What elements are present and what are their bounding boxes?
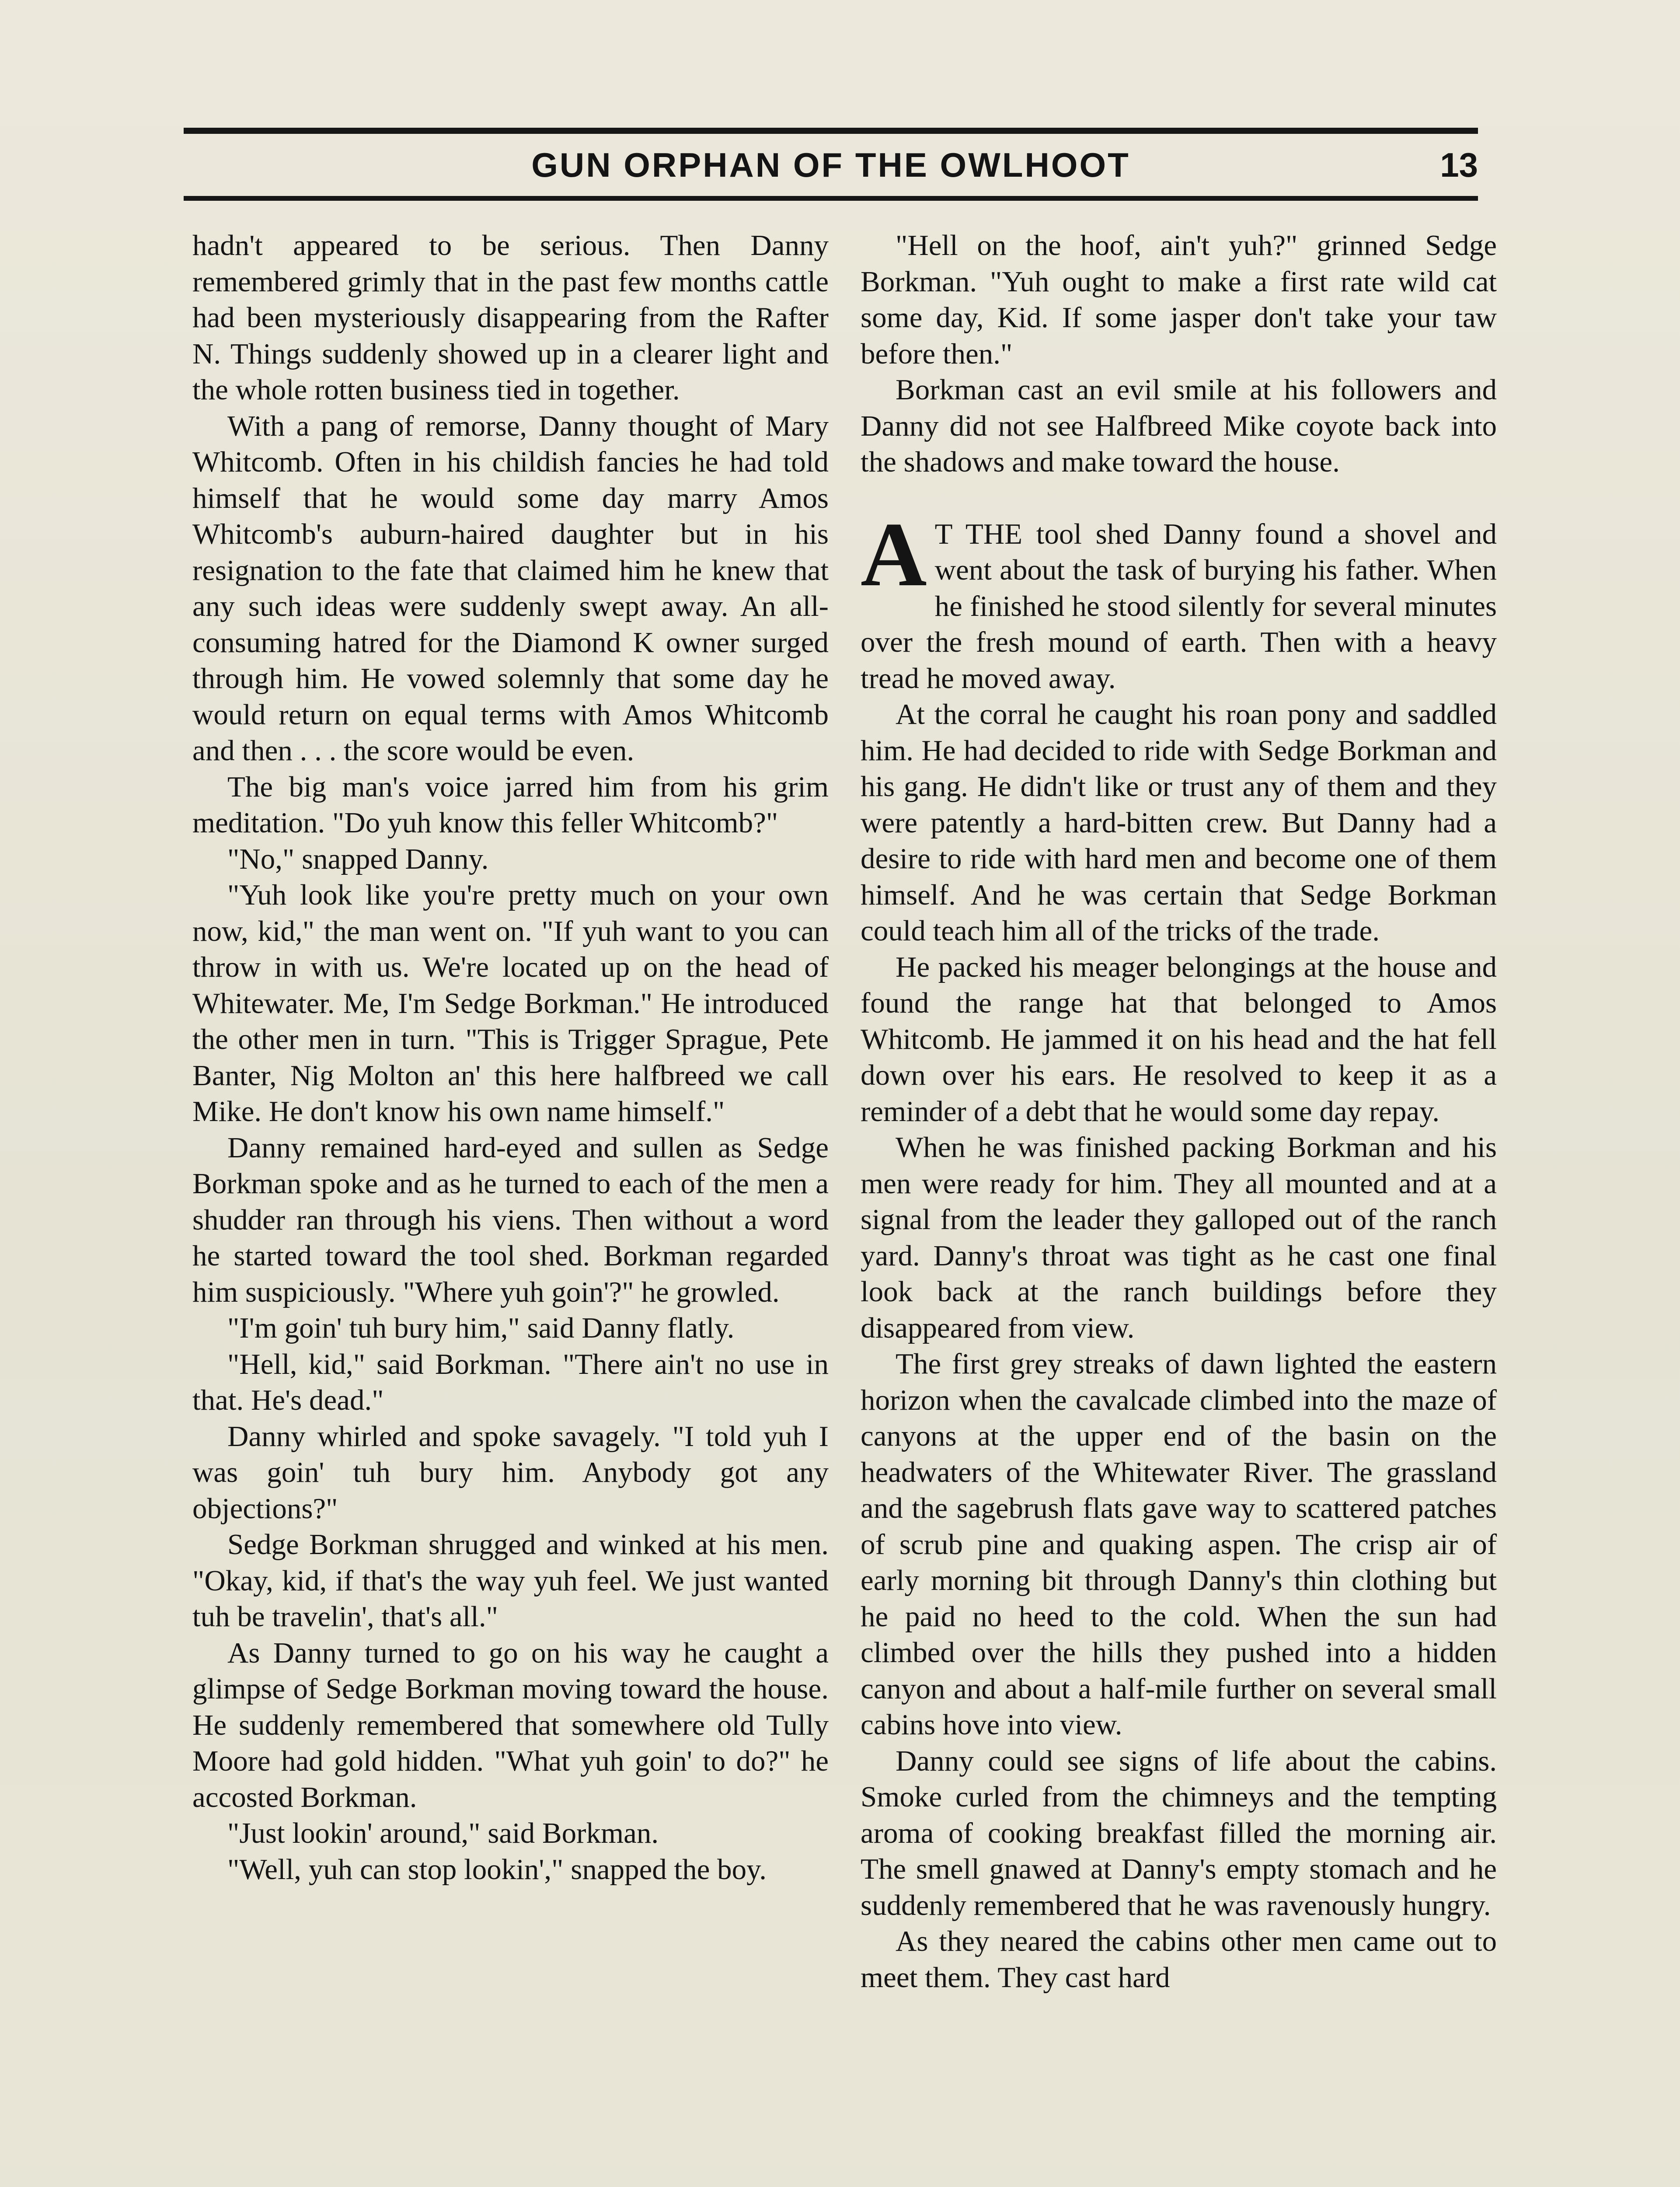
paragraph: "Hell on the hoof, ain't yuh?" grinned Sedge Borkman. "Yuh ought to make a first rate wild cat some day, Kid. If some jasper don't take your taw before then." — [861, 229, 1497, 370]
paragraph: "No," snapped Danny. — [227, 842, 489, 875]
paragraph: Danny remained hard-eyed and sullen as Sedge Borkman spoke and as he turned to each of the men a shudder ran through his viens. Then without a word he started toward the tool shed. Borkman regarded him suspiciously. "Where yuh goin'?" he growled. — [192, 1131, 829, 1308]
paragraph: Borkman cast an evil smile at his followers and Danny did not see Halfbreed Mike coyote back into the shadows and make toward the house. — [861, 374, 1497, 478]
right-column — [861, 227, 1497, 1995]
paragraph: At the corral he caught his roan pony and saddled him. He had decided to ride with Sedge Borkman and his gang. He didn't like or trust any of them and they were patently a hard-bitten crew. But Danny had a desire to ride with hard men and become one of them himself. And he was certain that Sedge Borkman could teach him all of the tricks of the trade. — [861, 698, 1497, 947]
paragraph: When he was finished packing Borkman and his men were ready for him. They all mounted and at a signal from the leader they galloped out of the ranch yard. Danny's throat was tight as he cast one final look back at the ranch buildings before they disappeared from view. — [861, 1131, 1497, 1344]
paragraph: hadn't appeared to be serious. Then Danny remembered grimly that in the past few months cattle had been mysteriously disappearing from the Rafter N. Things suddenly showed up in a clearer light and the whole rotten business tied in together. — [192, 229, 829, 406]
paragraph: The first grey streaks of dawn lighted the eastern horizon when the cavalcade climbed into the maze of canyons at the upper end of the basin on the headwaters of the Whitewater River. The grassland and the sagebrush flats gave way to scattered patches of scrub pine and quaking aspen. The crisp air of early morning bit through Danny's thin clothing but he paid no heed to the cold. When the sun had climbed over the hills they pushed into a hidden canyon and about a half-mile further on several small cabins hove into view. — [861, 1348, 1497, 1741]
paragraph: As they neared the cabins other men came out to meet them. They cast hard — [861, 1925, 1497, 1994]
running-title: GUN ORPHAN OF THE OWLHOOT — [531, 146, 1130, 184]
paragraph: "Hell, kid," said Borkman. "There ain't no use in that. He's dead." — [192, 1348, 829, 1416]
paragraph: Sedge Borkman shrugged and winked at his men. "Okay, kid, if that's the way yuh feel. We just wanted tuh be travelin', that's all." — [192, 1528, 829, 1633]
paragraph: He packed his meager belongings at the house and found the range hat that belonged to Amos Whitcomb. He jammed it on his head and the hat fell down over his ears. He resolved to keep it as a reminder of a debt that he would some day repay. — [861, 950, 1497, 1128]
drop-cap: A — [861, 503, 927, 605]
section-opening-text: T THE tool shed Danny found a shovel and went about the task of burying his father. When he finished he stood silently for several minutes over the fresh mound of earth. Then with a heavy tread he moved away. — [861, 517, 1497, 695]
left-column — [192, 227, 829, 1887]
paragraph: "Just lookin' around," said Borkman. — [227, 1817, 659, 1849]
paragraph: "Well, yuh can stop lookin'," snapped the boy. — [227, 1853, 767, 1886]
header-rule-top — [184, 128, 1478, 134]
section-opening-paragraph — [861, 503, 1497, 697]
page-number: 13 — [1440, 146, 1478, 184]
paragraph: "I'm goin' tuh bury him," said Danny flatly. — [227, 1312, 735, 1344]
paragraph: "Yuh look like you're pretty much on your own now, kid," the man went on. "If yuh want to you can throw in with us. We're located up on the head of Whitewater. Me, I'm Sedge Borkman." He introduced the other men in turn. "This is Trigger Sprague, Pete Banter, Nig Molton an' this here halfbreed we call Mike. He don't know his own name himself." — [192, 879, 829, 1128]
paragraph: As Danny turned to go on his way he caught a glimpse of Sedge Borkman moving toward the house. He suddenly remembered that somewhere old Tully Moore had gold hidden. "What yuh goin' to do?" he accosted Borkman. — [192, 1636, 829, 1813]
paragraph: Danny could see signs of life about the cabins. Smoke curled from the chimneys and the tempting aroma of cooking breakfast filled the morning air. The smell gnawed at Danny's empty stomach and he suddenly remembered that he was ravenously hungry. — [861, 1744, 1497, 1921]
paragraph: With a pang of remorse, Danny thought of Mary Whitcomb. Often in his childish fancies he had told himself that he would some day marry Amos Whitcomb's auburn-haired daughter but in his resignation to the fate that claimed him he knew that any such ideas were suddenly swept away. An all-consuming hatred for the Diamond K owner surged through him. He vowed solemnly that some day he would return on equal terms with Amos Whitcomb and then . . . the score would be even. — [192, 409, 829, 767]
paragraph: Danny whirled and spoke savagely. "I told yuh I was goin' tuh bury him. Anybody got any objections?" — [192, 1420, 829, 1525]
paragraph: The big man's voice jarred him from his grim meditation. "Do yuh know this feller Whitcomb?" — [192, 770, 829, 839]
header-rule-bottom — [184, 196, 1478, 201]
